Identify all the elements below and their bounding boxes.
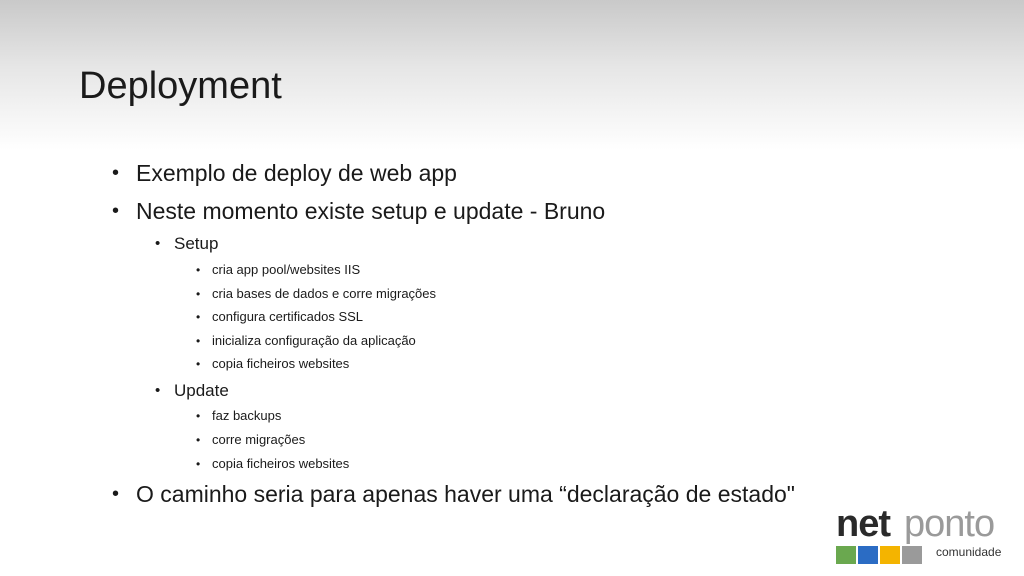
- list-item: [112, 197, 606, 225]
- logo-block-green: [836, 546, 856, 564]
- list-item: [196, 285, 437, 303]
- list-item: [196, 455, 350, 473]
- bullet-icon: •: [196, 263, 201, 277]
- logo-block-yellow: [880, 546, 900, 564]
- list-item: [196, 332, 416, 350]
- list-item-text: O caminho seria para apenas haver uma “declaração de estado": [136, 481, 795, 507]
- list-item-text: corre migrações: [212, 432, 306, 447]
- logo-block-gray: [902, 546, 922, 564]
- logo-color-blocks: [836, 546, 936, 566]
- list-item-text: Setup: [174, 234, 219, 253]
- bullet-icon: •: [196, 357, 201, 371]
- list-item: [112, 159, 457, 187]
- slide-title: Deployment: [79, 65, 282, 107]
- list-item-text: copia ficheiros websites: [212, 356, 350, 371]
- list-item: [196, 431, 306, 449]
- list-item: [112, 480, 795, 508]
- bullet-icon: •: [196, 457, 201, 471]
- list-item: [196, 355, 350, 373]
- logo-text-ponto: ponto: [904, 503, 995, 545]
- bullet-icon: •: [196, 310, 201, 324]
- list-item: [196, 261, 361, 279]
- logo-block-blue: [858, 546, 878, 564]
- list-item-text: cria app pool/websites IIS: [212, 262, 361, 277]
- list-item-setup: [155, 233, 219, 255]
- logo-subtitle: comunidade: [936, 545, 1002, 559]
- list-item-text: Exemplo de deploy de web app: [136, 160, 457, 186]
- list-item-text: copia ficheiros websites: [212, 456, 350, 471]
- list-item-text: cria bases de dados e corre migrações: [212, 286, 437, 301]
- bullet-icon: •: [196, 409, 201, 423]
- list-item-text: faz backups: [212, 408, 282, 423]
- netponto-logo: [836, 503, 1012, 569]
- bullet-icon: •: [112, 162, 120, 184]
- list-item-text: Neste momento existe setup e update - Bruno: [136, 198, 606, 224]
- list-item-update: [155, 380, 229, 402]
- bullet-icon: •: [155, 235, 161, 252]
- list-item: [196, 308, 364, 326]
- bullet-icon: •: [196, 433, 201, 447]
- list-item-text: Update: [174, 381, 229, 400]
- list-item-text: inicializa configuração da aplicação: [212, 333, 416, 348]
- bullet-icon: •: [196, 334, 201, 348]
- bullet-icon: •: [155, 382, 161, 399]
- list-item-text: configura certificados SSL: [212, 309, 364, 324]
- bullet-icon: •: [112, 200, 120, 222]
- bullet-icon: •: [196, 287, 201, 301]
- bullet-icon: •: [112, 483, 120, 505]
- list-item: [196, 407, 282, 425]
- logo-text-net: net: [836, 503, 890, 545]
